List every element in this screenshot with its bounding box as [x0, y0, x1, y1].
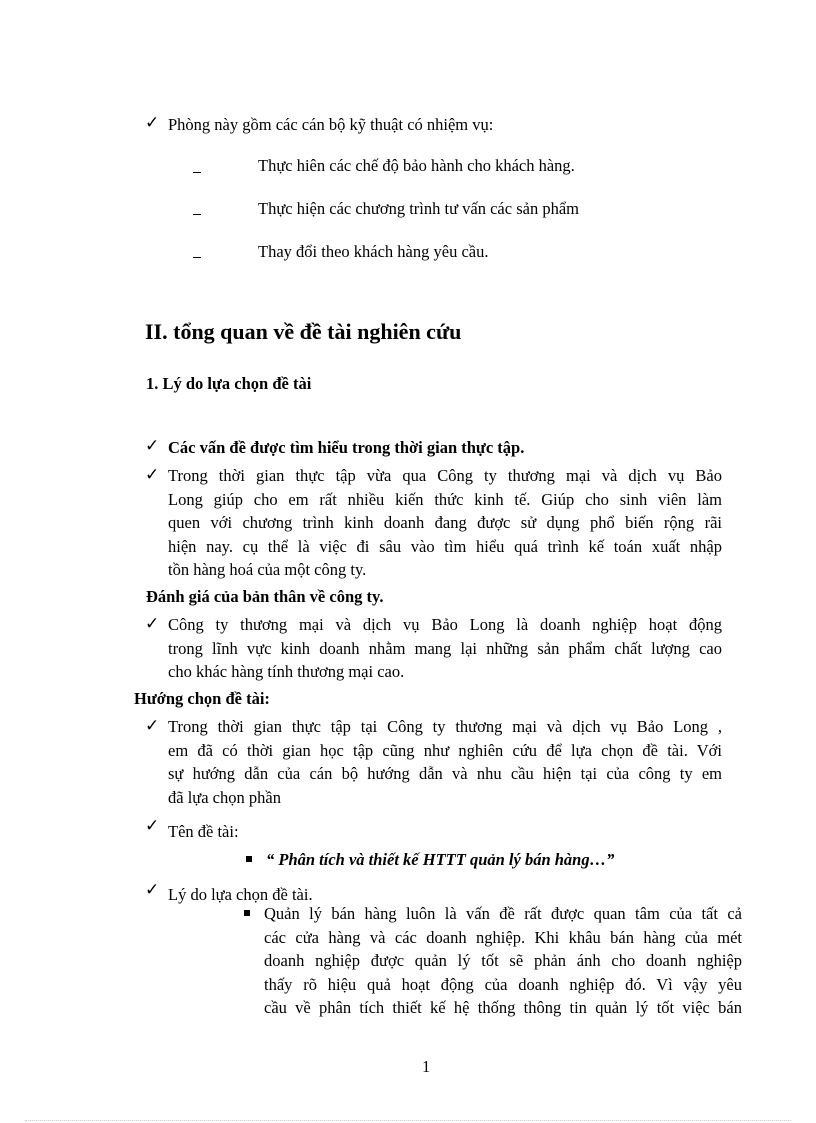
paragraph-line: Công ty thương mại và dịch vụ Bảo Long là doanh nghiệp hoạt động [168, 615, 722, 634]
square-bullet-icon [246, 856, 252, 862]
checkmark-icon: ✓ [145, 716, 160, 736]
paragraph-line: đã lựa chọn phần [168, 787, 281, 807]
reason-paragraph [264, 902, 742, 1020]
paragraph-line: các cửa hàng và các doanh nghiệp. Khi khâu bán hàng của mét [264, 927, 742, 947]
checkmark-icon: ✓ [145, 436, 160, 456]
dash-bullet-icon [193, 172, 201, 173]
reason-label: Lý do lựa chọn đề tài. [168, 885, 313, 904]
paragraph-line: cầu về phân tích thiết kế hệ thống thông tin quản lý tốt việc bán [264, 998, 742, 1017]
intro-check-item: Phòng này gồm các cán bộ kỹ thuật có nhiệm vụ: [168, 115, 494, 134]
evaluation-heading: Đánh giá của bản thân về công ty. [146, 587, 384, 606]
company-paragraph [168, 613, 722, 684]
section-heading: II. tổng quan về đề tài nghiên cứu [145, 319, 462, 344]
dash-item-2: Thực hiện các chương trình tư vấn các sản phẩm [258, 199, 579, 218]
paragraph-line: sự hướng dẫn của cán bộ hướng dẫn và nhu cầu hiện tại của công ty em [168, 764, 722, 783]
paragraph-line: Trong thời gian thực tập vừa qua Công ty thương mại và dịch vụ Bảo [168, 466, 722, 485]
topic-research-heading: Các vấn đề được tìm hiểu trong thời gian thực tập. [168, 438, 525, 457]
dash-bullet-icon [193, 257, 201, 258]
paragraph-line: cho khác hàng tính thương mại cao. [168, 662, 405, 681]
topic-label: Tên đề tài: [168, 822, 239, 841]
dash-item-3: Thay đổi theo khách hàng yêu cầu. [258, 242, 489, 261]
paragraph-line: thấy rõ hiệu quả hoạt động của doanh nghiệp đó. Vì vậy yêu [264, 974, 742, 994]
paragraph-line: doanh nghiệp được quản lý tốt sẽ phản ánh cho doanh nghiệp [264, 951, 742, 970]
square-bullet-icon [244, 910, 250, 916]
dash-item-1: Thực hiên các chế độ bảo hành cho khách hàng. [258, 156, 575, 175]
paragraph-line: Quản lý bán hàng luôn là vấn đề rất được quan tâm của tất cả [264, 904, 742, 923]
checkmark-icon: ✓ [145, 614, 160, 634]
subsection-heading: 1. Lý do lựa chọn đề tài [146, 374, 312, 393]
page-number: 1 [422, 1057, 431, 1076]
page-divider [25, 1120, 791, 1121]
paragraph-line: tồn hàng hoá của một công ty. [168, 560, 367, 579]
paragraph-line: quen với chương trình kinh doanh đang được sử dụng phổ biến rộng rãi [168, 513, 722, 532]
internship-paragraph [168, 464, 722, 582]
paragraph-line: trong lĩnh vực kinh doanh nhằm mang lại những sản phẩm chất lượng cao [168, 638, 722, 658]
direction-paragraph [168, 715, 722, 809]
paragraph-line: hiện nay. cụ thể là việc đi sâu vào tìm hiểu quá trình kế toán xuất nhập [168, 536, 722, 556]
checkmark-icon: ✓ [145, 465, 160, 485]
paragraph-line: em đã có thời gian học tập cũng như nghiên cứu để lựa chọn đề tài. Với [168, 740, 722, 760]
checkmark-icon: ✓ [145, 880, 160, 900]
direction-heading: Hướng chọn đề tài: [134, 689, 270, 708]
topic-title: “ Phân tích và thiết kế HTTT quản lý bán hàng…” [266, 850, 615, 869]
checkmark-icon: ✓ [145, 113, 160, 133]
checkmark-icon: ✓ [145, 816, 160, 836]
paragraph-line: Trong thời gian thực tập tại Công ty thương mại và dịch vụ Bảo Long , [168, 717, 722, 736]
paragraph-line: Long giúp cho em rất nhiều kiến thức kinh tế. Giúp cho sinh viên làm [168, 489, 722, 509]
dash-bullet-icon [193, 214, 201, 215]
